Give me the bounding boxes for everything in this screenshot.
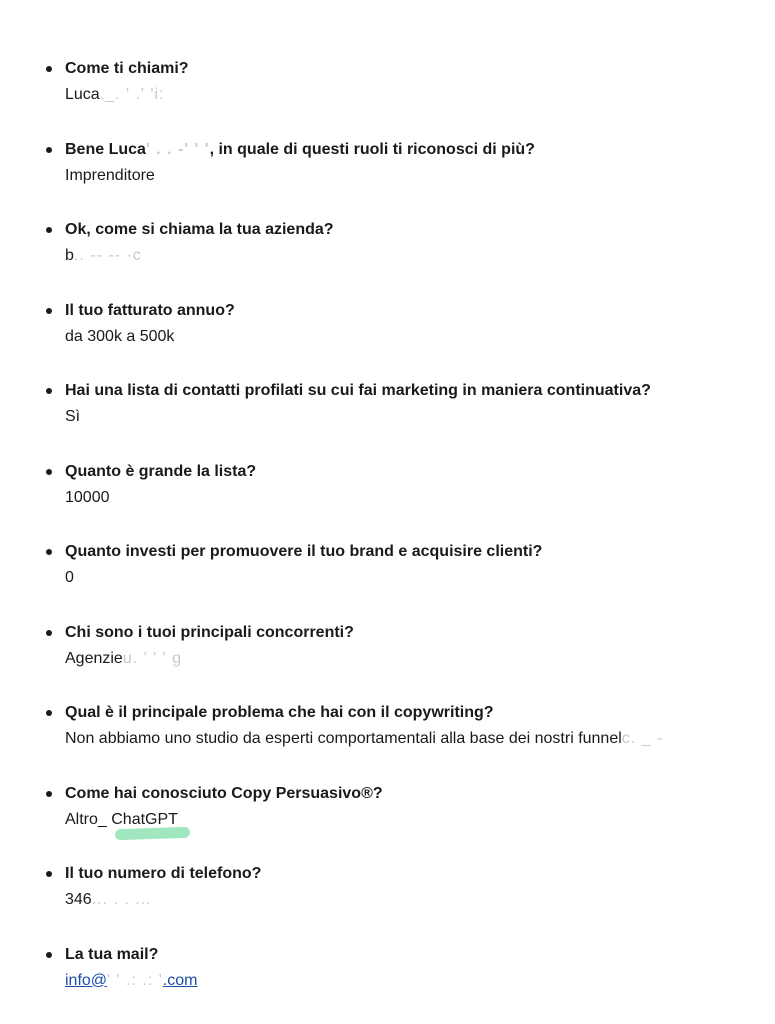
question: Il tuo numero di telefono? <box>65 865 262 882</box>
bullet-icon <box>46 952 52 958</box>
answer: b.. -- -- ·c <box>65 245 142 267</box>
email-link[interactable]: info@' ' .: .: '.com <box>65 972 197 989</box>
answer: Non abbiamo uno studio da esperti comportamentali alla base dei nostri funnelc. _ - <box>65 728 663 750</box>
bullet-icon <box>46 710 52 716</box>
list-item-revenue <box>0 300 775 381</box>
answer: 346... . . ... <box>65 889 152 911</box>
list-item-copy-problem <box>0 702 775 783</box>
bullet-icon <box>46 227 52 233</box>
bullet-icon <box>46 66 52 72</box>
redacted-text: ... . . ... <box>91 891 152 908</box>
answer: Imprenditore <box>65 166 155 184</box>
redacted-text: ' . . -' ' ' <box>145 140 210 158</box>
list-item-contact-list <box>0 380 775 461</box>
highlight-mark <box>115 826 190 840</box>
bullet-icon <box>46 308 52 314</box>
question: Quanto investi per promuovere il tuo brand e acquisire clienti? <box>65 543 543 560</box>
redacted-text: ' ' .: .: ' <box>107 971 163 989</box>
question: Hai una lista di contatti profilati su cui fai marketing in maniera continuativa? <box>65 382 651 399</box>
bullet-icon <box>46 630 52 636</box>
bullet-icon <box>46 469 52 475</box>
bullet-icon <box>46 791 52 797</box>
list-item-role <box>0 139 775 220</box>
question: Come hai conosciuto Copy Persuasivo®? <box>65 784 383 802</box>
answer: Agenzieu. ' ' ' g <box>65 648 182 670</box>
list-item-name <box>0 58 775 139</box>
question: Qual è il principale problema che hai con il copywriting? <box>65 704 494 721</box>
answer <box>65 970 197 992</box>
list-item-investment <box>0 541 775 622</box>
bullet-icon <box>46 388 52 394</box>
redacted-text: c. _ - <box>621 730 664 747</box>
question: Chi sono i tuoi principali concorrenti? <box>65 623 354 641</box>
answer: 0 <box>65 569 74 586</box>
question: Il tuo fatturato annuo? <box>65 301 235 319</box>
list-item-list-size <box>0 461 775 542</box>
list-item-phone <box>0 863 775 944</box>
answer: da 300k a 500k <box>65 327 175 345</box>
question: Quanto è grande la lista? <box>65 462 257 480</box>
answer: 10000 <box>65 488 110 506</box>
question: Ok, come si chiama la tua azienda? <box>65 221 334 238</box>
bullet-icon <box>46 147 52 153</box>
list-item-competitors <box>0 622 775 703</box>
redacted-text: u. ' ' ' g <box>122 649 183 667</box>
bullet-icon <box>46 549 52 555</box>
answer: Sì <box>65 408 81 425</box>
question: Bene Luca' . . -' ' ', in quale di questi ruoli ti riconosci di più? <box>65 139 775 161</box>
answer: Luca._. ' .' 'i: <box>65 84 164 106</box>
list-item-company <box>0 219 775 300</box>
question: Come ti chiami? <box>65 60 189 77</box>
list-item-email <box>0 944 775 1024</box>
bullet-icon <box>46 871 52 877</box>
list-item-source <box>0 783 775 864</box>
answer: Altro_ ChatGPT <box>65 809 178 831</box>
redacted-text: .. -- -- ·c <box>73 247 142 264</box>
redacted-text: ._. ' .' 'i: <box>99 86 165 103</box>
question: La tua mail? <box>65 945 159 963</box>
